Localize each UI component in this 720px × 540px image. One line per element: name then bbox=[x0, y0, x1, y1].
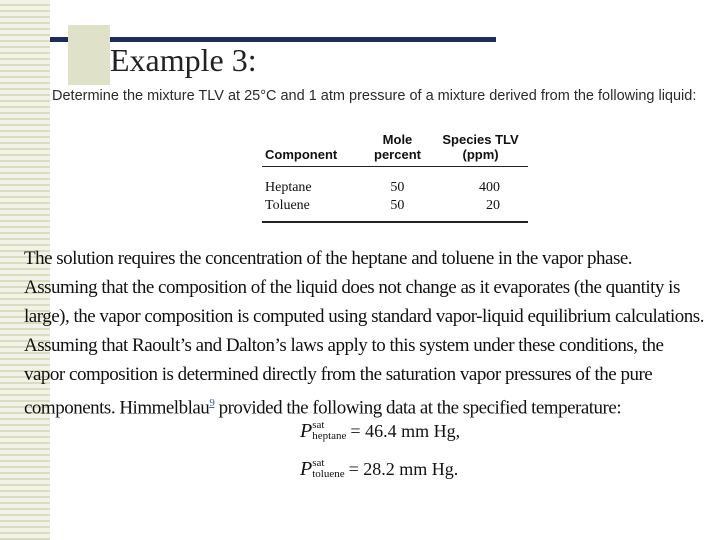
superscript-subscript bbox=[312, 458, 344, 480]
cell-tlv: 400 bbox=[479, 180, 500, 195]
solution-text-tail: provided the following data at the specified temperature: bbox=[214, 397, 622, 419]
table-row bbox=[262, 197, 528, 215]
subscript: heptane bbox=[312, 429, 347, 442]
pressure-symbol: P bbox=[300, 420, 313, 442]
equation-value: = 28.2 mm Hg. bbox=[348, 459, 459, 479]
solution-paragraph bbox=[24, 244, 704, 422]
subscript: toluene bbox=[312, 467, 345, 480]
solution-text: The solution requires the concentration of the heptane and toluene in the vapor phase. Assuming that the composition of the liquid does not change as it evaporates (the quantity is large), the vapor composition is computed using standard vapor-liquid equilibrium calculations. Assuming that Raoult’s and Dalton’s laws apply to this system under these conditions, the vapor composition is determined directly from the saturation vapor pressures of the pure components. Himmelblau bbox=[24, 248, 704, 419]
header-species-tlv: Species TLV (ppm) bbox=[442, 132, 519, 162]
cell-component: Toluene bbox=[265, 198, 310, 213]
superscript-subscript bbox=[312, 420, 346, 442]
header-component: Component bbox=[265, 147, 338, 162]
superscript: sat bbox=[312, 456, 325, 469]
cell-tlv: 20 bbox=[486, 198, 500, 213]
data-table bbox=[262, 126, 528, 223]
table-bottom-rule bbox=[262, 221, 528, 223]
reference-link[interactable]: 9 bbox=[209, 397, 215, 409]
slide-title: Example 3: bbox=[110, 42, 257, 78]
cell-component: Heptane bbox=[265, 180, 312, 195]
header-mole-percent: Mole percent bbox=[374, 132, 421, 162]
cell-mole-percent: 50 bbox=[390, 198, 405, 213]
table-row bbox=[262, 179, 528, 197]
equation-value: = 46.4 mm Hg, bbox=[350, 421, 461, 441]
table-header bbox=[262, 126, 528, 166]
cell-mole-percent: 50 bbox=[390, 180, 405, 195]
title-accent-box bbox=[68, 25, 110, 85]
problem-statement: Determine the mixture TLV at 25°C and 1 atm pressure of a mixture derived from the following liquid: bbox=[52, 88, 697, 104]
equation-heptane bbox=[300, 420, 460, 444]
superscript: sat bbox=[312, 418, 325, 431]
equation-toluene bbox=[300, 458, 458, 482]
table-body bbox=[262, 167, 528, 221]
pressure-symbol: P bbox=[300, 458, 313, 480]
